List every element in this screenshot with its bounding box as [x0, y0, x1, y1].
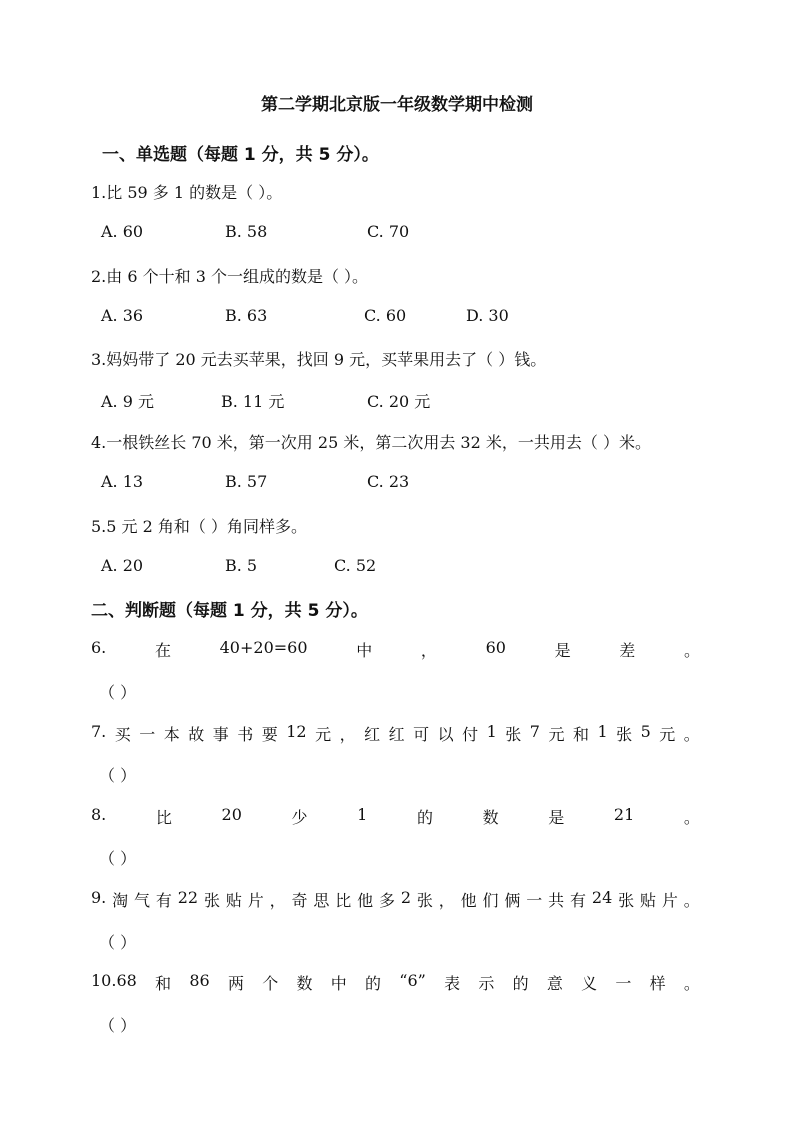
question-text-segment: 元 [315, 725, 332, 744]
question-text-segment: 差 [619, 641, 636, 660]
question-text-segment: 有 [570, 891, 587, 910]
question-text-segment: 以 [437, 725, 454, 744]
question-7 [91, 722, 700, 745]
question-text-segment: 奇 [291, 891, 308, 910]
question-text-segment: 中 [356, 641, 373, 660]
question-text-segment: 片 [247, 891, 264, 910]
question-text-segment: 21 [613, 805, 635, 824]
answer-blank-10[interactable]: （ ） [99, 1016, 137, 1035]
question-10 [91, 971, 700, 994]
question-text-segment: 多 [378, 891, 395, 910]
q2-option-a: A. 36 [101, 306, 144, 325]
question-text-segment: 2 [400, 888, 412, 907]
question-text-segment: 俩 [504, 891, 521, 910]
question-text-segment: 本 [163, 725, 180, 744]
q2-option-d: D. 30 [466, 306, 509, 325]
question-text-segment: ， [420, 641, 437, 660]
question-text-segment: 元 [659, 725, 676, 744]
question-text-segment: “6” [399, 971, 426, 990]
question-text-segment: 中 [330, 974, 347, 993]
question-text-segment: 可 [413, 725, 430, 744]
question-text-segment: 10.68 [91, 971, 137, 990]
question-text-segment: 张 [618, 891, 635, 910]
q5-option-b: B. 5 [225, 556, 258, 575]
q3-option-b: B. 11 元 [221, 392, 285, 411]
question-text-segment: 40+20=60 [219, 638, 308, 657]
answer-blank-8[interactable]: （ ） [99, 849, 137, 868]
question-text-segment: 书 [237, 725, 254, 744]
answer-blank-6[interactable]: （ ） [99, 683, 137, 702]
question-9 [91, 888, 700, 911]
q4-option-a: A. 13 [101, 472, 144, 491]
question-text-segment: 有 [155, 891, 172, 910]
q3-option-a: A. 9 元 [101, 392, 154, 411]
question-text-segment: 7 [529, 722, 540, 741]
q2-option-c: C. 60 [364, 306, 407, 325]
answer-blank-7[interactable]: （ ） [99, 766, 137, 785]
answer-blank-9[interactable]: （ ） [99, 933, 137, 952]
question-text-segment: 22 [177, 888, 199, 907]
question-text-segment: 表 [444, 974, 461, 993]
question-text-segment: 他 [460, 891, 477, 910]
question-4: 4.一根铁丝长 70 米，第一次用 25 米，第二次用去 32 米，一共用去（ ）米。 [91, 433, 651, 452]
question-text-segment: 两 [227, 974, 244, 993]
question-text-segment: 。 [683, 808, 700, 827]
q3-option-c: C. 20 元 [367, 392, 431, 411]
question-text-segment: 在 [154, 641, 171, 660]
question-text-segment: 张 [616, 725, 633, 744]
question-text-segment: 思 [313, 891, 330, 910]
q1-option-c: C. 70 [367, 222, 410, 241]
question-text-segment: ， [339, 725, 356, 744]
q4-option-b: B. 57 [225, 472, 268, 491]
question-text-segment: 。 [683, 974, 700, 993]
question-text-segment: 60 [485, 638, 506, 657]
question-text-segment: 。 [683, 891, 700, 910]
question-text-segment: 1 [357, 805, 368, 824]
question-text-segment: 片 [661, 891, 678, 910]
question-text-segment: 和 [572, 725, 589, 744]
question-text-segment: 他 [357, 891, 374, 910]
question-text-segment: 故 [188, 725, 205, 744]
question-text-segment: 一 [615, 974, 632, 993]
question-text-segment: 的 [365, 974, 382, 993]
question-text-segment: 数 [296, 974, 313, 993]
question-1: 1.比 59 多 1 的数是（ ）。 [91, 183, 283, 202]
question-text-segment: 5 [640, 722, 651, 741]
question-text-segment: 8. [91, 805, 107, 824]
question-text-segment: 意 [546, 974, 563, 993]
question-text-segment: ， [269, 891, 286, 910]
question-text-segment: 比 [155, 808, 172, 827]
q2-option-b: B. 63 [225, 306, 268, 325]
question-text-segment: 12 [286, 722, 307, 741]
question-text-segment: 1 [597, 722, 608, 741]
question-text-segment: 少 [291, 808, 308, 827]
question-text-segment: 86 [189, 971, 210, 990]
question-text-segment: 数 [482, 808, 499, 827]
question-text-segment: 气 [134, 891, 151, 910]
question-text-segment: 红 [364, 725, 381, 744]
question-text-segment: 比 [335, 891, 352, 910]
question-text-segment: 样 [649, 974, 666, 993]
question-text-segment: ， [438, 891, 455, 910]
question-text-segment: 贴 [639, 891, 656, 910]
question-text-segment: 。 [683, 725, 700, 744]
question-text-segment: 个 [262, 974, 279, 993]
question-text-segment: 要 [261, 725, 278, 744]
question-text-segment: 淘 [112, 891, 129, 910]
question-text-segment: 和 [155, 974, 172, 993]
question-text-segment: 9. [91, 888, 107, 907]
question-text-segment: 贴 [225, 891, 242, 910]
question-text-segment: 6. [91, 638, 107, 657]
q4-option-c: C. 23 [367, 472, 410, 491]
question-text-segment: 。 [683, 641, 700, 660]
question-text-segment: 买 [114, 725, 131, 744]
question-text-segment: 义 [581, 974, 598, 993]
question-text-segment: 付 [462, 725, 479, 744]
question-text-segment: 元 [548, 725, 565, 744]
question-text-segment: 的 [512, 974, 529, 993]
q5-option-c: C. 52 [334, 556, 377, 575]
question-8 [91, 805, 700, 828]
question-text-segment: 共 [548, 891, 565, 910]
page-title: 第二学期北京版一年级数学期中检测 [261, 95, 533, 115]
question-5: 5.5 元 2 角和（ ）角同样多。 [91, 517, 307, 536]
question-text-segment: 7. [91, 722, 107, 741]
section-heading-single-choice: 一、单选题（每题 1 分，共 5 分）。 [102, 145, 379, 165]
question-text-segment: 张 [505, 725, 522, 744]
question-text-segment: 是 [548, 808, 565, 827]
q5-option-a: A. 20 [101, 556, 144, 575]
question-3: 3.妈妈带了 20 元去买苹果，找回 9 元，买苹果用去了（ ）钱。 [91, 350, 547, 369]
q1-option-b: B. 58 [225, 222, 268, 241]
question-text-segment: 示 [478, 974, 495, 993]
question-text-segment: 一 [139, 725, 156, 744]
section-heading-true-false: 二、判断题（每题 1 分，共 5 分）。 [91, 601, 368, 621]
question-text-segment: 1 [486, 722, 497, 741]
question-text-segment: 事 [212, 725, 229, 744]
question-text-segment: 24 [591, 888, 613, 907]
question-text-segment: 20 [221, 805, 242, 824]
question-text-segment: 一 [526, 891, 543, 910]
question-text-segment: 张 [416, 891, 433, 910]
question-6 [91, 638, 700, 661]
question-text-segment: 张 [203, 891, 220, 910]
question-text-segment: 的 [416, 808, 433, 827]
question-text-segment: 红 [388, 725, 405, 744]
q1-option-a: A. 60 [101, 222, 144, 241]
question-text-segment: 们 [482, 891, 499, 910]
question-2: 2.由 6 个十和 3 个一组成的数是（ ）。 [91, 267, 369, 286]
question-text-segment: 是 [554, 641, 571, 660]
